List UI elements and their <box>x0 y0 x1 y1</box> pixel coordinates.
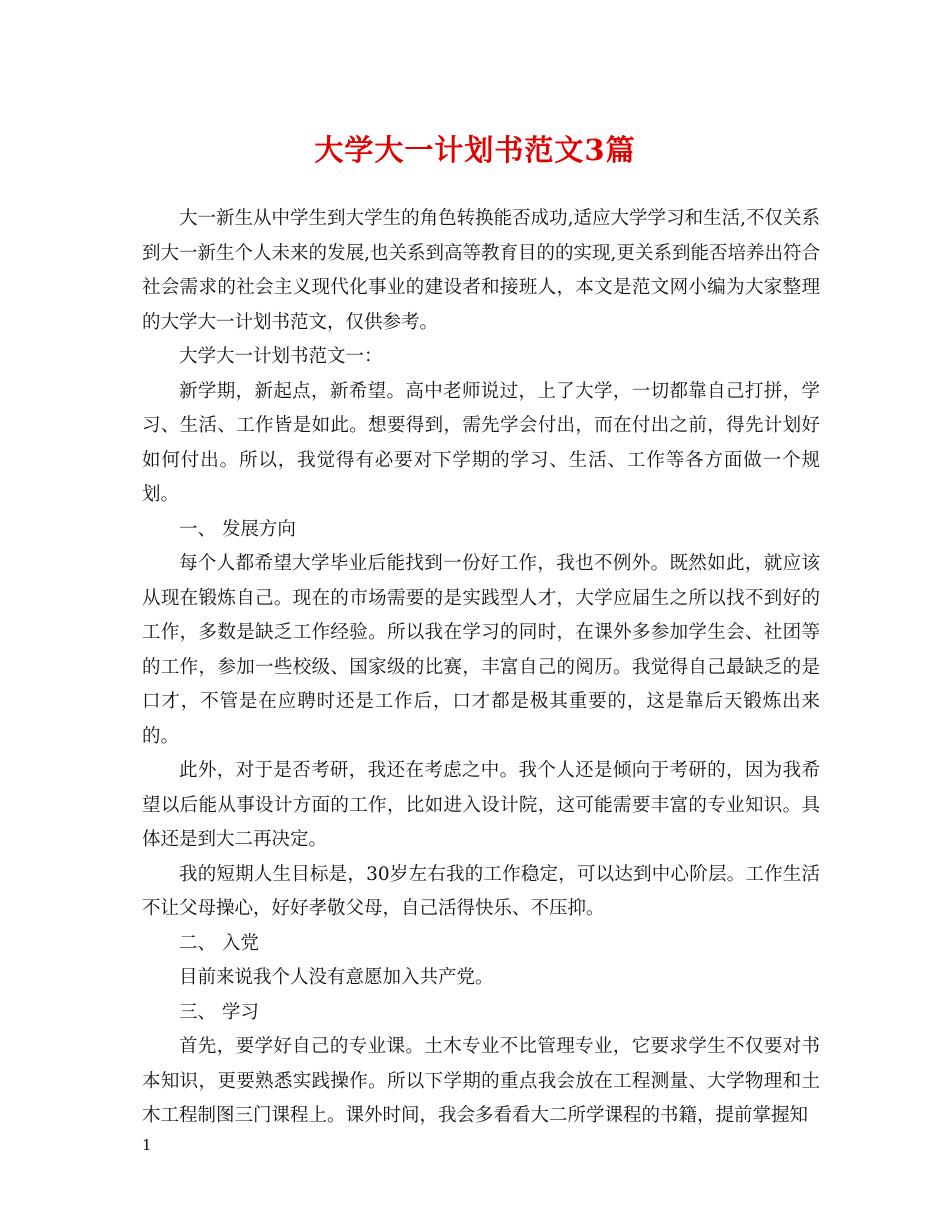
graduate-study-paragraph: 此外，对于是否考研，我还在考虑之中。我个人还是倾向于考研的，因为我希望以后能从事设计方面的工作，比如进入设计院，这可能需要丰富的专业知识。具体还是到大二再决定。 <box>142 760 820 850</box>
heading-development-direction: 一、 发展方向 <box>179 518 296 540</box>
document-title: 大学大一计划书范文3篇 <box>314 133 636 167</box>
heading-join-party: 二、 入党 <box>179 932 259 954</box>
new-semester-paragraph: 新学期，新起点，新希望。高中老师说过，上了大学，一切都靠自己打拼，学习、生活、工作皆是如此。想要得到，需先学会付出，而在付出之前，得先计划好如何付出。所以，我觉得有必要对下学期的学习、生活、工作等各方面做一个规划。 <box>142 380 820 505</box>
page-number: 1 <box>142 1136 152 1154</box>
document-body <box>142 202 820 1134</box>
section-label-sample-one: 大学大一计划书范文一： <box>179 346 383 367</box>
party-paragraph: 目前来说我个人没有意愿加入共产党。 <box>179 967 494 988</box>
intro-paragraph: 大一新生从中学生到大学生的角色转换能否成功,适应大学学习和生活,不仅关系到大一新生个人未来的发展,也关系到高等教育目的的实现,更关系到能否培养出符合社会需求的社会主义现代化事业的建设者和接班人，本文是范文网小编为大家整理的大学大一计划书范文，仅供参考。 <box>142 208 820 333</box>
short-term-goal-paragraph: 我的短期人生目标是，30岁左右我的工作稳定，可以达到中心阶层。工作生活不让父母操心，好好孝敬父母，自己活得快乐、不压抑。 <box>142 863 820 919</box>
study-paragraph: 首先，要学好自己的专业课。土木专业不比管理专业，它要求学生不仅要对书本知识，更要熟悉实践操作。所以下学期的重点我会放在工程测量、大学物理和土木工程制图三门课程上。课外时间，我会多看看大二所学课程的书籍，提前掌握知 <box>142 1036 820 1126</box>
heading-study: 三、 学习 <box>179 1001 259 1023</box>
career-paragraph: 每个人都希望大学毕业后能找到一份好工作，我也不例外。既然如此，就应该从现在锻炼自己。现在的市场需要的是实践型人才，大学应届生之所以找不到好的工作，多数是缺乏工作经验。所以我在学习的同时，在课外多参加学生会、社团等的工作，参加一些校级、国家级的比赛，丰富自己的阅历。我觉得自己最缺乏的是口才，不管是在应聘时还是工作后，口才都是极其重要的，这是靠后天锻炼出来的。 <box>142 553 820 747</box>
